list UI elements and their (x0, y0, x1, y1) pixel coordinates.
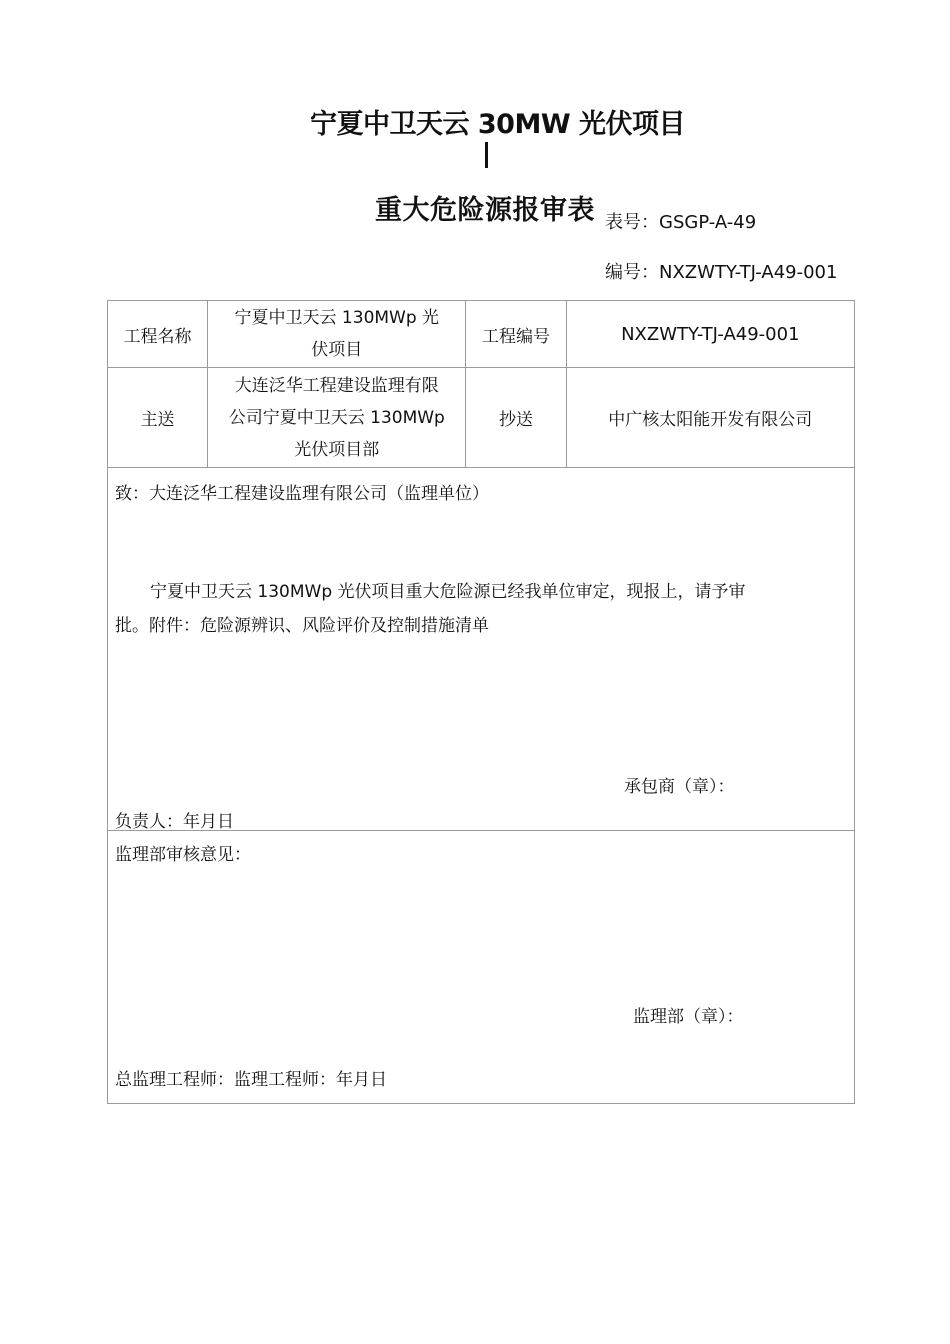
main-send-value (208, 368, 466, 468)
project-name-label: 工程名称 (108, 301, 208, 368)
content-line2: 批。附件：危险源辨识、风险评价及控制措施清单 (115, 616, 489, 636)
serial-number: 编号：NXZWTY-TJ-A49-001 (605, 262, 838, 283)
main-send-line1: 大连泛华工程建设监理有限 (234, 375, 439, 396)
table-row-body (108, 468, 855, 831)
review-opinion-label: 监理部审核意见： (115, 845, 251, 865)
form-title: 重大危险源报审表 (375, 195, 595, 226)
table-row-project (108, 301, 855, 368)
supervision-seal: 监理部（章）： (633, 1007, 744, 1027)
form-number: 表号：GSGP-A-49 (605, 212, 757, 233)
content-line1: 宁夏中卫天云 130MWp 光伏项目重大危险源已经我单位审定，现报上，请予审 (150, 582, 746, 602)
submission-body (108, 468, 855, 831)
cc-value: 中广核太阳能开发有限公司 (566, 368, 854, 468)
project-name-line2: 伏项目 (311, 340, 363, 360)
main-send-label: 主送 (108, 368, 208, 468)
project-code-label: 工程编号 (466, 301, 566, 368)
main-send-line2: 公司宁夏中卫天云 130MWp (228, 407, 445, 428)
main-send-line3: 光伏项目部 (294, 439, 380, 460)
table-row-recipients (108, 368, 855, 468)
project-name-value (208, 301, 466, 368)
to-line: 致：大连泛华工程建设监理有限公司（监理单位） (115, 484, 489, 504)
title-divider (485, 142, 488, 168)
contractor-seal: 承包商（章）： (624, 777, 735, 797)
engineer-signatures: 总监理工程师：监理工程师：年月日 (115, 1070, 387, 1090)
page-title: 宁夏中卫天云 30MW 光伏项目 (310, 109, 686, 140)
project-name-line1: 宁夏中卫天云 130MWp 光 (234, 308, 440, 328)
project-code-value: NXZWTY-TJ-A49-001 (566, 301, 854, 368)
cc-label: 抄送 (466, 368, 566, 468)
table-row-review (108, 831, 855, 1104)
responsible-person: 负责人：年月日 (115, 812, 234, 832)
report-form-table (107, 300, 855, 1104)
review-section (108, 831, 855, 1104)
